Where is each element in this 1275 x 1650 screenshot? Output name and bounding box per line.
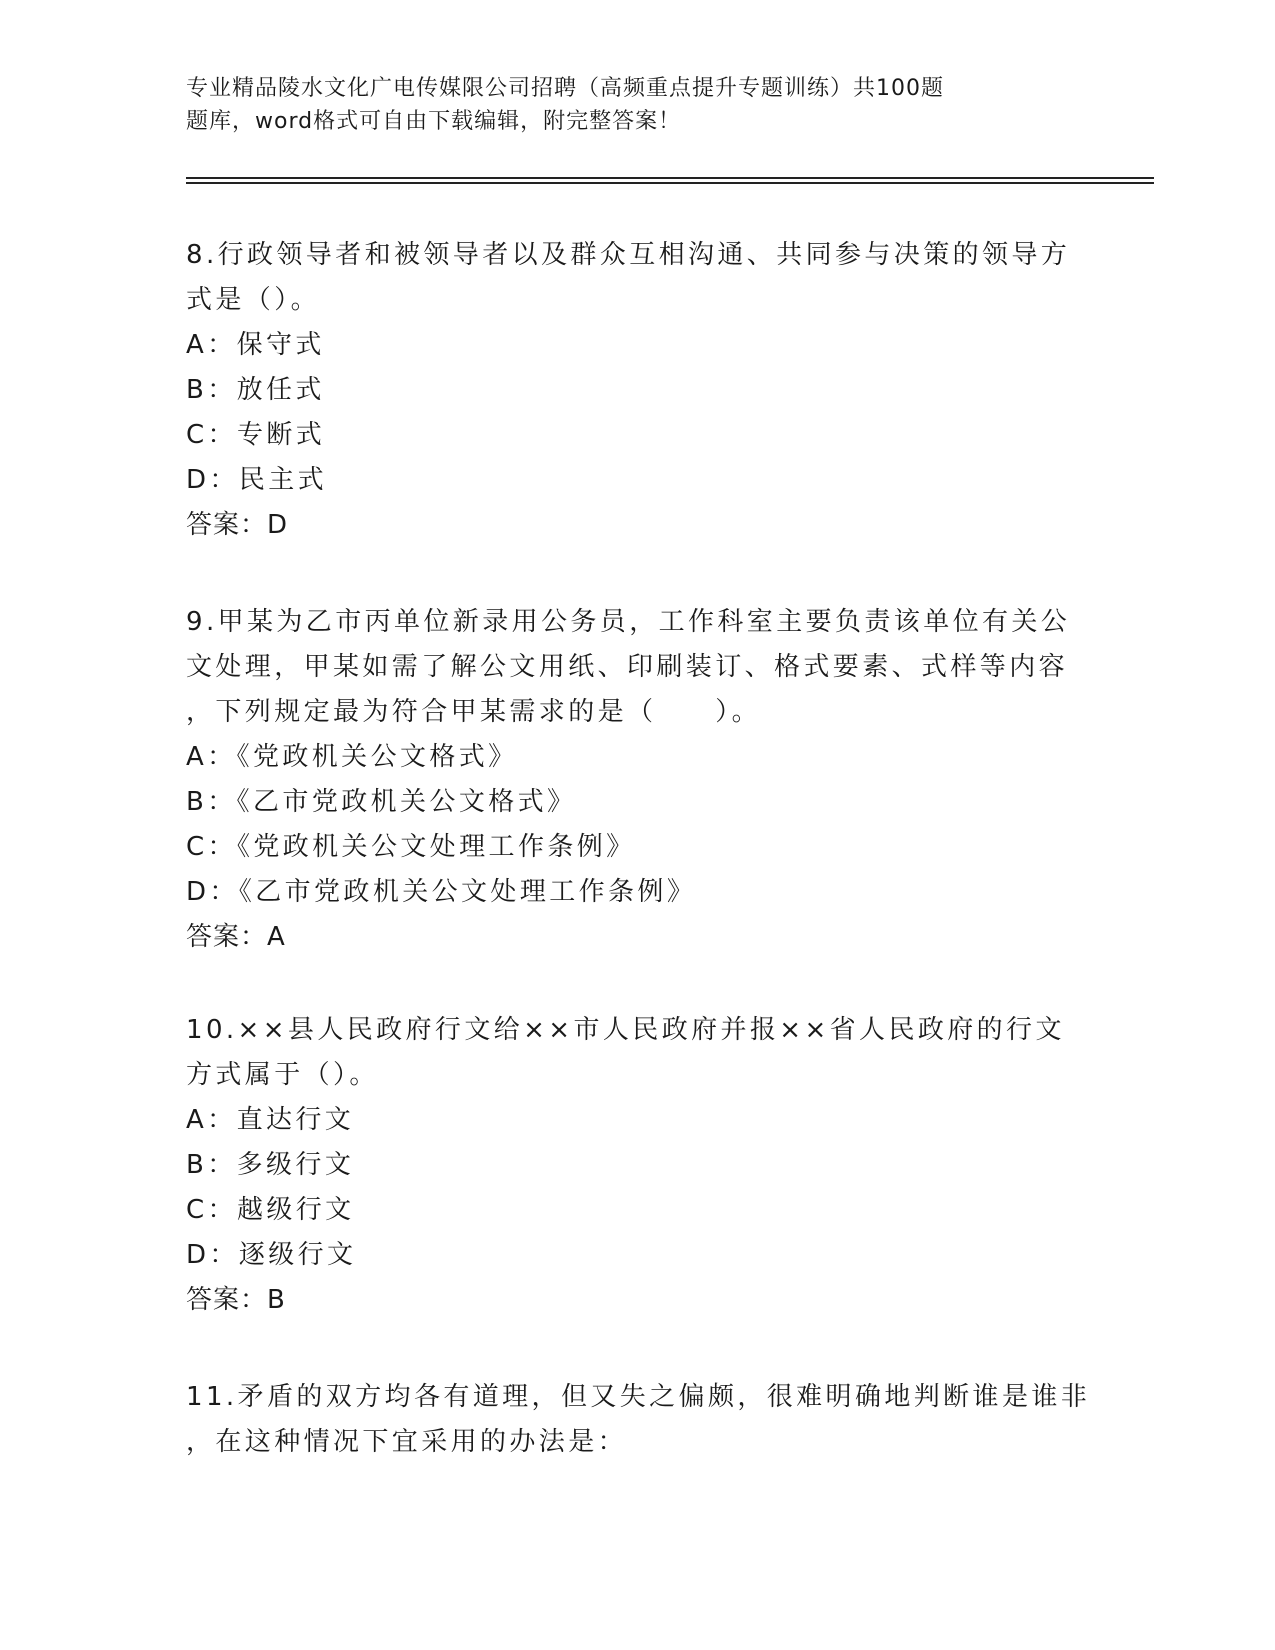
option-b: B：《乙市党政机关公文格式》	[186, 787, 577, 817]
answer-label: 答案：D	[186, 510, 289, 540]
question-stem-line: 8.行政领导者和被领导者以及群众互相沟通、共同参与决策的领导方	[186, 240, 1071, 270]
question-stem-line: 文处理，甲某如需了解公文用纸、印刷装订、格式要素、式样等内容	[186, 652, 1069, 682]
option-b: B：放任式	[186, 375, 325, 405]
option-d: D：民主式	[186, 465, 328, 495]
question-9	[186, 600, 1086, 960]
header-divider-top	[186, 177, 1154, 179]
question-stem-line: ，在这种情况下宜采用的办法是：	[186, 1427, 628, 1457]
question-stem	[186, 1008, 1086, 1098]
question-stem-line: 11.矛盾的双方均各有道理，但又失之偏颇，很难明确地判断谁是谁非	[186, 1382, 1091, 1412]
answer-label: 答案：B	[186, 1285, 286, 1315]
question-stem	[186, 600, 1086, 735]
header-title-line-2: 题库，word格式可自由下载编辑，附完整答案！	[186, 109, 682, 134]
question-stem-line: 方式属于（）。	[186, 1060, 379, 1090]
answer-label: 答案：A	[186, 922, 286, 952]
option-d: D：《乙市党政机关公文处理工作条例》	[186, 877, 697, 907]
option-c: C：《党政机关公文处理工作条例》	[186, 832, 636, 862]
question-stem-line: 9.甲某为乙市丙单位新录用公务员，工作科室主要负责该单位有关公	[186, 607, 1071, 637]
question-11	[186, 1375, 1091, 1465]
option-c: C：越级行文	[186, 1195, 355, 1225]
question-stem-line: 式是（）。	[186, 285, 321, 315]
question-10	[186, 1008, 1086, 1323]
question-stem	[186, 233, 1086, 323]
header-title-line-1: 专业精品陵水文化广电传媒限公司招聘（高频重点提升专题训练）共100题	[186, 76, 944, 101]
option-b: B：多级行文	[186, 1150, 355, 1180]
header-divider-bottom	[186, 182, 1154, 184]
document-header	[186, 72, 1026, 138]
option-a: A：直达行文	[186, 1105, 355, 1135]
question-8	[186, 233, 1086, 548]
question-stem-line: 10.××县人民政府行文给××市人民政府并报××省人民政府的行文	[186, 1015, 1065, 1045]
option-a: A：《党政机关公文格式》	[186, 742, 518, 772]
option-a: A：保守式	[186, 330, 325, 360]
question-stem	[186, 1375, 1091, 1465]
option-c: C：专断式	[186, 420, 326, 450]
question-stem-line: ，下列规定最为符合甲某需求的是（ ）。	[186, 697, 762, 727]
option-d: D：逐级行文	[186, 1240, 357, 1270]
